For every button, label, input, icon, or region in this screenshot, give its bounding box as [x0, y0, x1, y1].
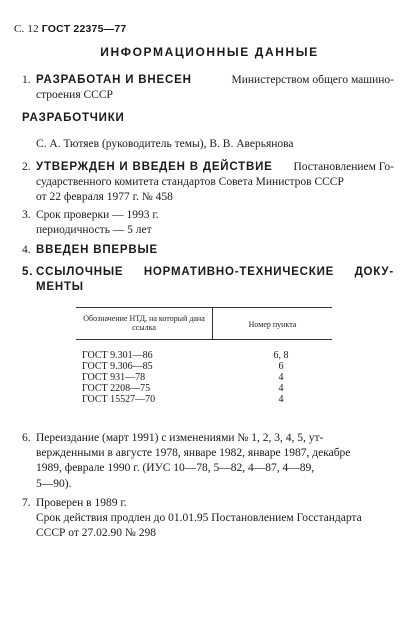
table-row: [76, 350, 332, 361]
section-5: [22, 265, 394, 295]
section-5-number: 5.: [22, 266, 34, 278]
section-4-number: 4.: [22, 244, 31, 256]
table-header: [76, 307, 332, 340]
table-cell-document: ГОСТ 9.301—86: [82, 350, 153, 362]
page-header: [14, 22, 126, 37]
section-6-text-line4: 5—90).: [36, 477, 72, 490]
section-5-word-3: ДОКУ-: [354, 266, 394, 278]
section-2-heading: УТВЕРЖДЕН И ВВЕДЕН В ДЕЙСТВИЕ: [36, 161, 273, 173]
section-6-text-line1: Переиздание (март 1991) с изменениями № 1, 2, 3, 4, 5, ут-: [36, 432, 324, 444]
section-5-word-2: НОРМАТИВНО-ТЕХНИЧЕСКИЕ: [143, 266, 335, 278]
section-2-number: 2.: [22, 161, 31, 173]
table-cell-item: 6, 8: [273, 350, 289, 362]
table-row: [76, 372, 332, 383]
table-row: [76, 361, 332, 372]
section-1-heading: РАЗРАБОТАН И ВНЕСЕН: [36, 74, 192, 86]
section-7-number: 7.: [22, 497, 31, 509]
developers-names: С. А. Тютяев (руководитель темы), В. В. Аверьянова: [36, 138, 294, 151]
section-2-text-line2: сударственного комитета стандартов Совета Министров СССР: [36, 176, 344, 189]
section-5-heading-line2: МЕНТЫ: [36, 281, 84, 294]
table-cell-document: ГОСТ 15527—70: [82, 394, 156, 406]
section-3-number: 3.: [22, 209, 31, 221]
section-6-number: 6.: [22, 432, 31, 444]
section-3-periodicity: периодичность — 5 лет: [36, 224, 152, 237]
table-row: [76, 394, 332, 405]
section-7-text-line1: Проверен в 1989 г.: [36, 497, 127, 509]
section-6-text-line3: 1989, феврале 1990 г. (ИУС 10—78, 5—82, 4—87, 4—89,: [36, 462, 315, 475]
section-3-review-term: Срок проверки — 1993 г.: [36, 209, 159, 221]
table-row: [76, 383, 332, 394]
section-2-text: Постановлением Го-: [293, 161, 394, 173]
table-body: [76, 350, 332, 405]
section-2: [22, 160, 394, 206]
section-1-number: 1.: [22, 74, 31, 86]
section-7-text-line3: СССР от 27.02.90 № 298: [36, 527, 157, 540]
section-3: [22, 208, 394, 238]
table-cell-item: 4: [278, 394, 284, 406]
table-cell-item: 4: [278, 383, 284, 395]
section-7-text-line2: Срок действия продлен до 01.01.95 Постановлением Госстандарта: [36, 512, 362, 525]
section-7: [22, 496, 394, 542]
table-header-item: Номер пункта: [248, 320, 297, 329]
section-6-text-line2: вержденными в августе 1978, январе 1982, январе 1987, декабре: [36, 447, 351, 460]
section-1-text: Министерством общего машино-: [231, 74, 394, 86]
table-cell-document: ГОСТ 2208—75: [82, 383, 151, 395]
section-1-text-line2: строения СССР: [36, 89, 113, 102]
section-2-text-line3: от 22 февраля 1977 г. № 458: [36, 191, 173, 204]
page-number: С. 12: [14, 23, 39, 35]
reference-table: [76, 307, 332, 405]
section-6: [22, 431, 394, 492]
section-4-heading: ВВЕДЕН ВПЕРВЫЕ: [36, 244, 158, 256]
table-header-document: Обозначение НТД, на который дана ссылка: [76, 308, 213, 339]
developers-section: [22, 111, 394, 152]
developers-heading: РАЗРАБОТЧИКИ: [22, 112, 125, 124]
table-cell-document: ГОСТ 9.306—85: [82, 361, 153, 373]
standard-code: ГОСТ 22375—77: [41, 23, 127, 35]
table-cell-item: 6: [278, 361, 284, 373]
section-1: [22, 73, 394, 103]
table-cell-document: ГОСТ 931—78: [82, 372, 146, 384]
table-cell-item: 4: [278, 372, 284, 384]
section-5-word-1: ССЫЛОЧНЫЕ: [36, 266, 124, 278]
section-4: [22, 243, 394, 258]
document-title: ИНФОРМАЦИОННЫЕ ДАННЫЕ: [100, 45, 319, 59]
